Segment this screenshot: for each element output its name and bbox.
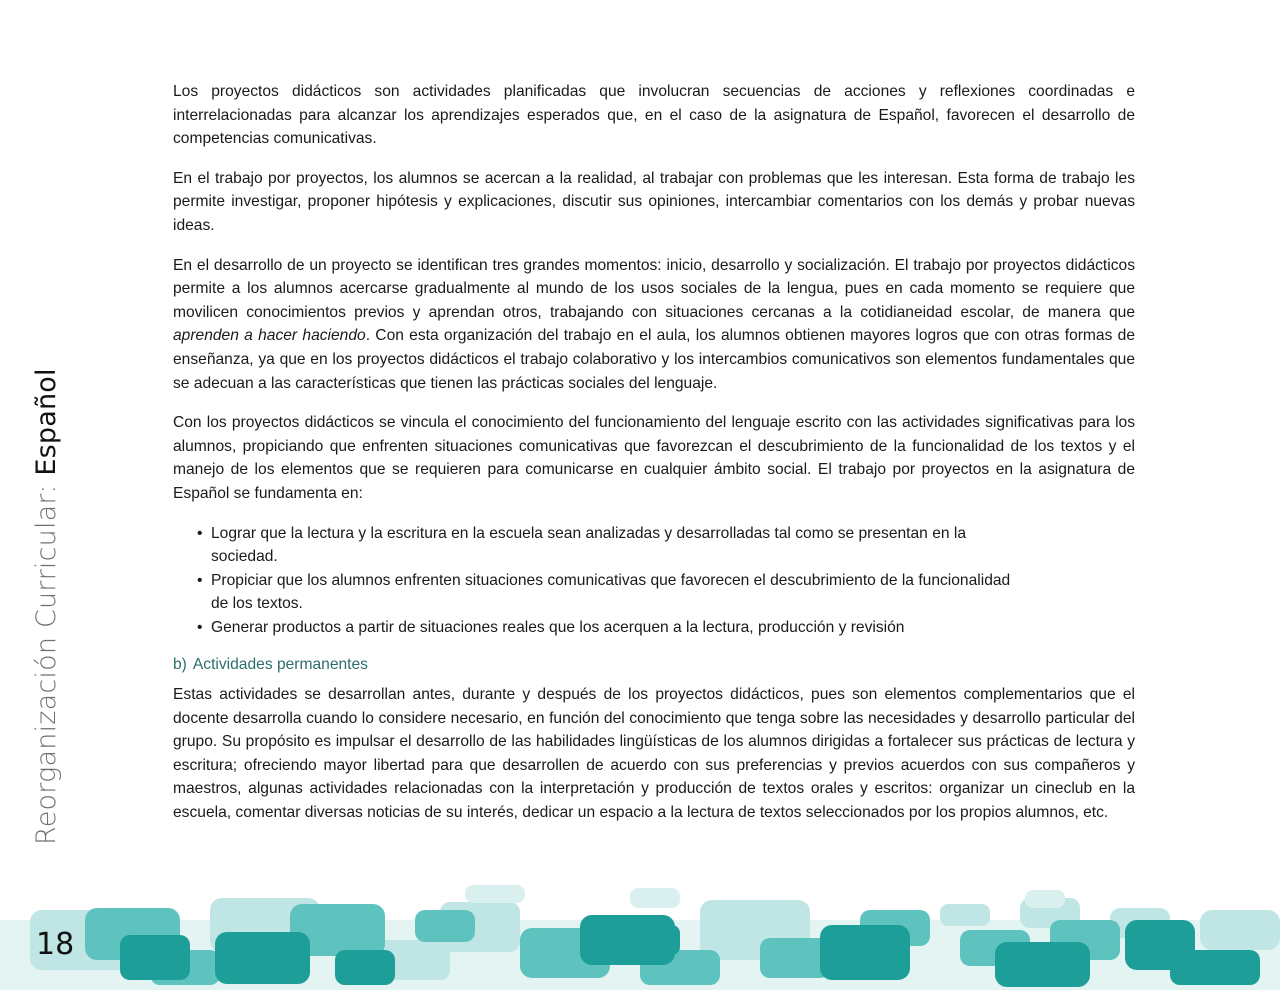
list-item-text: Propiciar que los alumnos enfrenten situaciones comunicativas que favorecen el descubrimiento de la funcionalidad de los textos. bbox=[211, 571, 1011, 613]
bullet-icon: • bbox=[197, 524, 203, 542]
page-number: 18 bbox=[36, 927, 75, 962]
paragraph-3-start: En el desarrollo de un proyecto se identifican tres grandes momentos: inicio, desarrollo y socialización. El trabajo por proyectos didácticos permite a los alumnos acercarse gradualmente al mundo de los usos sociales de la lengua, pues en cada momento se requiere que movilicen conocimientos previos y aprendan otros, trabajando con situaciones cercanas a la cotidianeidad escolar, de manera que bbox=[173, 256, 1135, 321]
section-heading bbox=[173, 653, 1135, 677]
bullet-list bbox=[197, 522, 1031, 640]
footer-squares-graphic bbox=[0, 880, 1280, 990]
bullet-icon: • bbox=[197, 571, 203, 589]
paragraph-1: Los proyectos didácticos son actividades planificadas que involucran secuencias de acciones y reflexiones coordinadas e interrelacionadas para alcanzar los aprendizajes esperados que, en el caso de la asignatura de Español, favorecen el desarrollo de competencias comunicativas. bbox=[173, 83, 1135, 148]
bullet-icon: • bbox=[197, 618, 203, 636]
section-letter: b) bbox=[173, 656, 187, 674]
side-title bbox=[32, 368, 62, 845]
list-item bbox=[197, 522, 1031, 569]
paragraph-2: En el trabajo por proyectos, los alumnos se acercan a la realidad, al trabajar con problemas que les interesan. Esta forma de trabajo les permite investigar, proponer hipótesis y explicaciones, discutir sus opiniones, intercambiar comentarios con los demás y probar nuevas ideas. bbox=[173, 169, 1135, 234]
paragraph-3 bbox=[173, 254, 1135, 396]
paragraph-4: Con los proyectos didácticos se vincula el conocimiento del funcionamiento del lenguaje escrito con las actividades significativas para los alumnos, propiciando que enfrenten situaciones comunicativas que favorezcan el descubrimiento de la funcionalidad de los textos y el manejo de los elementos que se requieren para comunicarse en cualquier ámbito social. El trabajo por proyectos en la asignatura de Español se fundamenta en: bbox=[173, 414, 1135, 502]
page-content bbox=[173, 80, 1135, 829]
section-title: Actividades permanentes bbox=[192, 656, 368, 674]
list-item-text: Lograr que la lectura y la escritura en la escuela sean analizadas y desarrolladas tal como se presentan en la sociedad. bbox=[211, 524, 967, 566]
list-item bbox=[197, 616, 1031, 640]
paragraph-3-end: . Con esta organización del trabajo en el aula, los alumnos obtienen mayores logros que con otras formas de enseñanza, ya que en los proyectos didácticos el trabajo colaborativo y los intercambios comunicativos son elementos fundamentales que se adecuan a las características que tienen las prácticas sociales del lenguaje. bbox=[173, 327, 1136, 392]
side-title-light: Reorganización Curricular: bbox=[31, 484, 62, 845]
footer-decoration bbox=[0, 880, 1280, 990]
side-title-dark: Español bbox=[31, 368, 62, 476]
list-item bbox=[197, 569, 1031, 616]
paragraph-3-emphasis: aprenden a hacer haciendo bbox=[173, 327, 366, 345]
paragraph-5: Estas actividades se desarrollan antes, durante y después de los proyectos didácticos, pues son elementos complementarios que el docente desarrolla cuando lo considere necesario, en función del conocimiento que tenga sobre las necesidades y desarrollo particular del grupo. Su propósito es impulsar el desarrollo de las habilidades lingüísticas de los alumnos dirigidas a fortalecer sus prácticas de lectura y escritura; ofreciendo mayor libertad para que desarrollen de acuerdo con sus preferencias y previos acuerdos con sus compañeros y maestros, algunas actividades relacionadas con la interpretación y producción de textos orales y escritos: organizar un cineclub en la escuela, comentar diversas noticias de su interés, dedicar un espacio a la lectura de textos seleccionados por los propios alumnos, etc. bbox=[173, 686, 1135, 822]
list-item-text: Generar productos a partir de situaciones reales que los acerquen a la lectura, producción y revisión bbox=[211, 618, 905, 636]
